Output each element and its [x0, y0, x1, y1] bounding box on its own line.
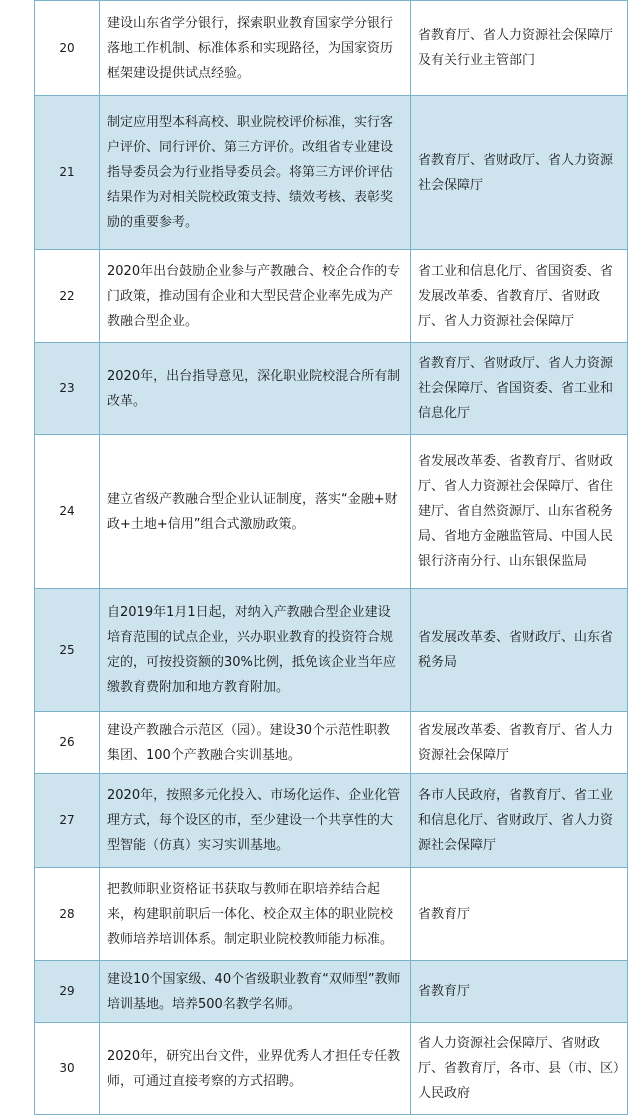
responsible-departments: 省发展改革委、省教育厅、省财政厅、省人力资源社会保障厅、省住建厅、省自然资源厅、山东省税务局、省地方金融监管局、中国人民银行济南分行、山东银保监局 [411, 435, 628, 589]
responsible-departments: 省教育厅、省财政厅、省人力资源社会保障厅 [411, 96, 628, 250]
table-row [35, 1, 628, 96]
task-description: 建设10个国家级、40个省级职业教育“双师型”教师培训基地。培养500名教学名师。 [100, 961, 411, 1023]
row-number: 22 [35, 250, 100, 343]
table-row [35, 250, 628, 343]
task-description: 建立省级产教融合型企业认证制度，落实“金融+财政+土地+信用”组合式激励政策。 [100, 435, 411, 589]
task-description: 2020年，出台指导意见，深化职业院校混合所有制改革。 [100, 343, 411, 435]
table-row [35, 1023, 628, 1115]
table-row [35, 712, 628, 774]
table-row [35, 589, 628, 712]
table-row [35, 343, 628, 435]
task-description: 建设产教融合示范区（园）。建设30个示范性职教集团、100个产教融合实训基地。 [100, 712, 411, 774]
task-description: 2020年出台鼓励企业参与产教融合、校企合作的专门政策，推动国有企业和大型民营企业率先成为产教融合型企业。 [100, 250, 411, 343]
table-body [35, 1, 628, 1115]
row-number: 28 [35, 868, 100, 961]
row-number: 20 [35, 1, 100, 96]
responsible-departments: 省发展改革委、省教育厅、省人力资源社会保障厅 [411, 712, 628, 774]
policy-task-table [34, 0, 628, 1115]
row-number: 25 [35, 589, 100, 712]
row-number: 30 [35, 1023, 100, 1115]
responsible-departments: 省教育厅、省人力资源社会保障厅及有关行业主管部门 [411, 1, 628, 96]
responsible-departments: 省教育厅 [411, 868, 628, 961]
table-row [35, 435, 628, 589]
row-number: 27 [35, 774, 100, 868]
task-description: 2020年，按照多元化投入、市场化运作、企业化管理方式，每个设区的市，至少建设一个共享性的大型智能（仿真）实习实训基地。 [100, 774, 411, 868]
task-description: 建设山东省学分银行，探索职业教育国家学分银行落地工作机制、标准体系和实现路径，为国家资历框架建设提供试点经验。 [100, 1, 411, 96]
table-row [35, 868, 628, 961]
task-description: 2020年，研究出台文件，业界优秀人才担任专任教师，可通过直接考察的方式招聘。 [100, 1023, 411, 1115]
table-row [35, 961, 628, 1023]
document-page [34, 0, 627, 1115]
task-description: 制定应用型本科高校、职业院校评价标准，实行客户评价、同行评价、第三方评价。改组省专业建设指导委员会为行业指导委员会。将第三方评价评估结果作为对相关院校政策支持、绩效考核、表彰奖励的重要参考。 [100, 96, 411, 250]
row-number: 24 [35, 435, 100, 589]
row-number: 26 [35, 712, 100, 774]
task-description: 把教师职业资格证书获取与教师在职培养结合起来，构建职前职后一体化、校企双主体的职业院校教师培养培训体系。制定职业院校教师能力标准。 [100, 868, 411, 961]
table-row [35, 96, 628, 250]
responsible-departments: 省教育厅、省财政厅、省人力资源社会保障厅、省国资委、省工业和信息化厅 [411, 343, 628, 435]
responsible-departments: 各市人民政府，省教育厅、省工业和信息化厅、省财政厅、省人力资源社会保障厅 [411, 774, 628, 868]
row-number: 21 [35, 96, 100, 250]
table-row [35, 774, 628, 868]
responsible-departments: 省教育厅 [411, 961, 628, 1023]
responsible-departments: 省人力资源社会保障厅、省财政厅、省教育厅，各市、县（市、区）人民政府 [411, 1023, 628, 1115]
row-number: 23 [35, 343, 100, 435]
responsible-departments: 省工业和信息化厅、省国资委、省发展改革委、省教育厅、省财政厅、省人力资源社会保障厅 [411, 250, 628, 343]
task-description: 自2019年1月1日起，对纳入产教融合型企业建设培育范围的试点企业，兴办职业教育的投资符合规定的，可按投资额的30%比例，抵免该企业当年应缴教育费附加和地方教育附加。 [100, 589, 411, 712]
responsible-departments: 省发展改革委、省财政厅、山东省税务局 [411, 589, 628, 712]
row-number: 29 [35, 961, 100, 1023]
